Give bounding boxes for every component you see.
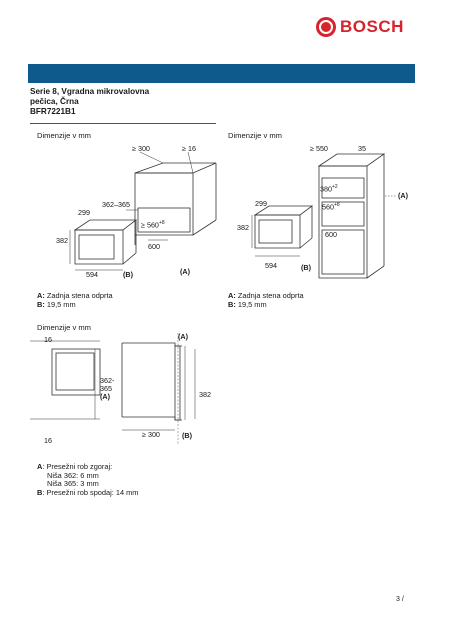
d2-label-top-gap: 35: [358, 144, 366, 153]
d1-label-oven-w: 594: [86, 270, 98, 279]
d2-label-oven-h: 382: [237, 223, 249, 232]
d2-label-depth: 600: [325, 230, 337, 239]
d1-label-oven-d: 299: [78, 208, 90, 217]
d2-label-oven-d: 299: [255, 199, 267, 208]
title-divider: [30, 123, 216, 124]
diagram2-drawing: [222, 140, 412, 285]
d1-cabinet-bottom-edge: [193, 220, 216, 235]
d3-front-panel: [175, 346, 180, 420]
d1-label-a: (A): [180, 267, 190, 276]
bosch-logo: [316, 16, 416, 40]
title-line-2: pečica, Črna: [30, 97, 79, 107]
bosch-armature-icon: [316, 17, 336, 37]
d3-label-depth: ≥ 300: [142, 430, 160, 439]
diagram3-heading: Dimenzije v mm: [37, 323, 92, 332]
diagram3-caption: A: Presežni rob zgoraj: Niša 362: 6 mm Niša 365: 3 mm B: Presežni rob spodaj: 14 mm: [37, 462, 139, 497]
diagram1-svg: [28, 140, 218, 285]
header-banner: [28, 64, 415, 83]
d2-label-niche-h: $380^{+2}$: [320, 184, 338, 194]
d2-label-a: (A): [398, 191, 408, 200]
product-title: [30, 87, 250, 118]
d1-label-b: (B): [123, 270, 133, 279]
diagram1-drawing: [28, 140, 218, 285]
d1-label-niche-w: ≥ $560^{+8}$: [141, 220, 165, 230]
d3-niche-top: [122, 343, 182, 346]
diagram2-heading: Dimenzije v mm: [228, 131, 283, 140]
d1-oven-window: [79, 235, 114, 259]
d1-label-oven-h: 382: [56, 236, 68, 245]
title-line-1: Serie 8, Vgradna mikrovalovna: [30, 87, 150, 96]
d3-label-bottom-gap: 16: [44, 436, 52, 445]
d3-oven-window: [56, 353, 94, 390]
d2-label-top-depth: ≥ 550: [310, 144, 328, 153]
diagram2-caption: A: Zadnja stena odprta B: 19,5 mm: [228, 291, 304, 309]
d1-label-depth: 600: [148, 242, 160, 251]
d1-dim-top-depth: [140, 152, 163, 163]
d1-label-top-gap: ≥ 16: [182, 144, 196, 153]
d3-niche-bottom: [122, 417, 182, 420]
brand-name: BOSCH: [340, 17, 404, 36]
d2-oven-side-bottom: [300, 238, 312, 248]
d3-label-niche-h-a: (A): [100, 392, 110, 401]
d1-dim-top-gap: [188, 152, 193, 173]
d2-cabinet-bottom-edge: [367, 266, 384, 278]
diagram2-svg: [222, 140, 412, 285]
d2-label-oven-w: 594: [265, 261, 277, 270]
d1-oven-side-bottom: [123, 253, 136, 264]
page-number: 3 /: [396, 596, 404, 603]
d3-label-niche-h-2: 365: [100, 384, 112, 393]
d1-label-niche-h: 362–365: [102, 200, 130, 209]
d2-label-b: (B): [301, 263, 311, 272]
diagram1-caption: A: Zadnja stena odprta B: 19,5 mm: [37, 291, 113, 309]
d1-oven-top: [75, 220, 136, 230]
d1-label-top-depth: ≥ 300: [132, 144, 150, 153]
d3-label-b: (B): [182, 431, 192, 440]
diagram1-heading: Dimenzije v mm: [37, 131, 92, 140]
diagram3-drawing: [30, 333, 230, 448]
d3-label-height: 382: [199, 390, 211, 399]
d1-cabinet-top: [135, 163, 216, 173]
title-line-3: BFR7221B1: [30, 107, 76, 117]
d2-cabinet-top: [319, 154, 384, 166]
d3-label-top-gap: 16: [44, 335, 52, 344]
d3-oven-body: [52, 349, 100, 395]
d3-label-a: (A): [178, 332, 188, 341]
d2-oven-window: [259, 220, 292, 243]
d3-label-niche-h-1: 362-: [100, 376, 115, 385]
d2-label-niche-w: $560^{+8}$: [322, 202, 340, 212]
